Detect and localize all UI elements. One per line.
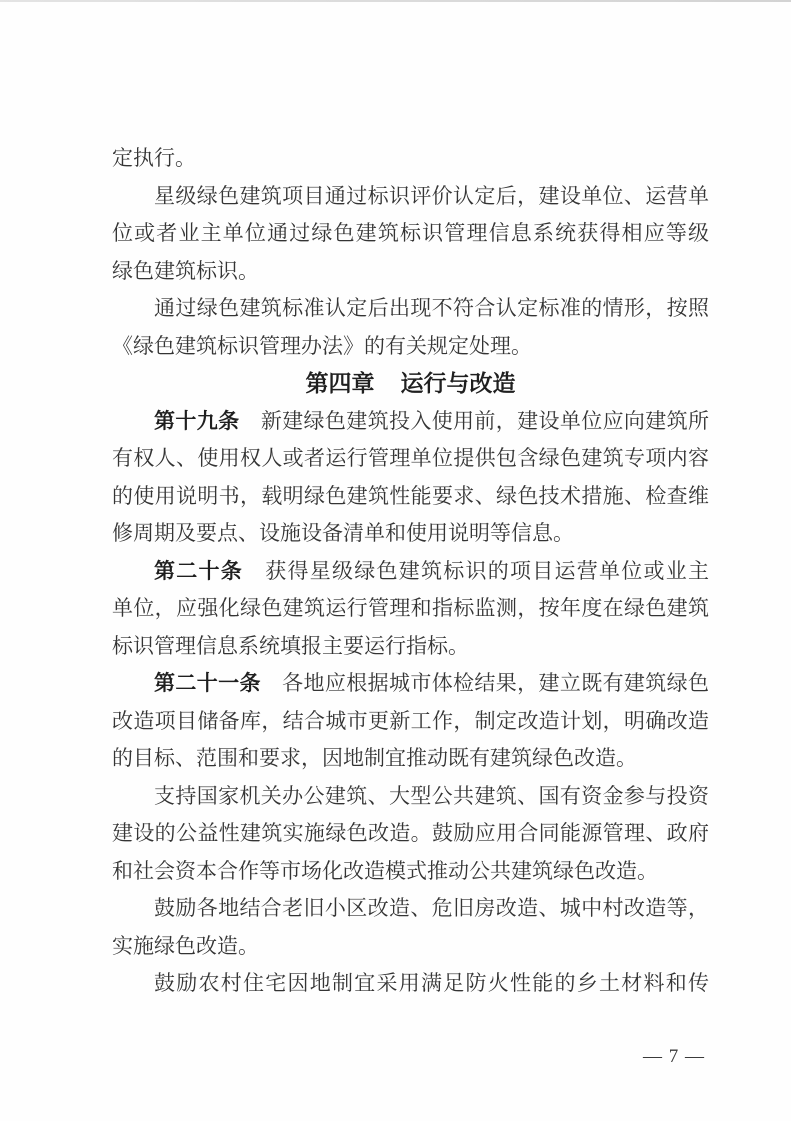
document-line: 单位，应强化绿色建筑运行管理和指标监测，按年度在绿色建筑	[112, 596, 709, 620]
document-line: 鼓励农村住宅因地制宜采用满足防火性能的乡土材料和传	[154, 971, 709, 995]
chapter-number: 第四章	[305, 370, 375, 396]
document-line: 修周期及要点、设施设备清单和使用说明等信息。	[112, 521, 574, 545]
document-line: 定执行。	[112, 146, 196, 170]
document-line: 和社会资本合作等市场化改造模式推动公共建筑绿色改造。	[112, 858, 658, 883]
article-number: 第十九条	[154, 409, 240, 433]
document-line: 改造项目储备库，结合城市更新工作，制定改造计划，明确改造	[112, 708, 709, 733]
document-line: 通过绿色建筑标准认定后出现不符合认定标准的情形，按照	[154, 296, 709, 320]
document-line: 星级绿色建筑项目通过标识评价认定后，建设单位、运营单	[154, 183, 709, 208]
page-number: — 7 —	[643, 1046, 705, 1067]
article-number: 第二十一条	[154, 672, 261, 695]
line-text: 新建绿色建筑投入使用前，建设单位应向建筑所	[239, 408, 710, 433]
scan-top-edge	[0, 0, 791, 2]
document-line: 《绿色建筑标识管理办法》的有关规定处理。	[112, 333, 532, 358]
document-line: 的目标、范围和要求，因地制宜推动既有建筑绿色改造。	[112, 746, 637, 770]
document-line: 绿色建筑标识。	[112, 258, 259, 283]
document-line: 有权人、使用权人或者运行管理单位提供包含绿色建筑专项内容	[112, 446, 709, 470]
document-line: 位或者业主单位通过绿色建筑标识管理信息系统获得相应等级	[112, 221, 709, 245]
document-line: 标识管理信息系统填报主要运行指标。	[112, 633, 469, 658]
document-line	[112, 665, 709, 703]
document-line: 实施绿色改造。	[112, 933, 259, 958]
line-text: 获得星级绿色建筑标识的项目运营单位或业主	[243, 558, 709, 583]
chapter-heading	[112, 365, 709, 403]
document-line: 支持国家机关办公建筑、大型公共建筑、国有资金参与投资	[154, 783, 709, 808]
chapter-title: 运行与改造	[400, 370, 516, 396]
document-line: 的使用说明书，载明绿色建筑性能要求、绿色技术措施、检查维	[112, 483, 709, 508]
document-page	[112, 140, 709, 1003]
article-number: 第二十条	[154, 559, 243, 583]
document-line: 鼓励各地结合老旧小区改造、危旧房改造、城中村改造等，	[154, 896, 709, 920]
document-line	[112, 403, 709, 441]
line-text: 各地应根据城市体检结果，建立既有建筑绿色	[260, 671, 710, 695]
document-line	[112, 553, 709, 591]
document-line: 建设的公益性建筑实施绿色改造。鼓励应用合同能源管理、政府	[112, 821, 709, 845]
